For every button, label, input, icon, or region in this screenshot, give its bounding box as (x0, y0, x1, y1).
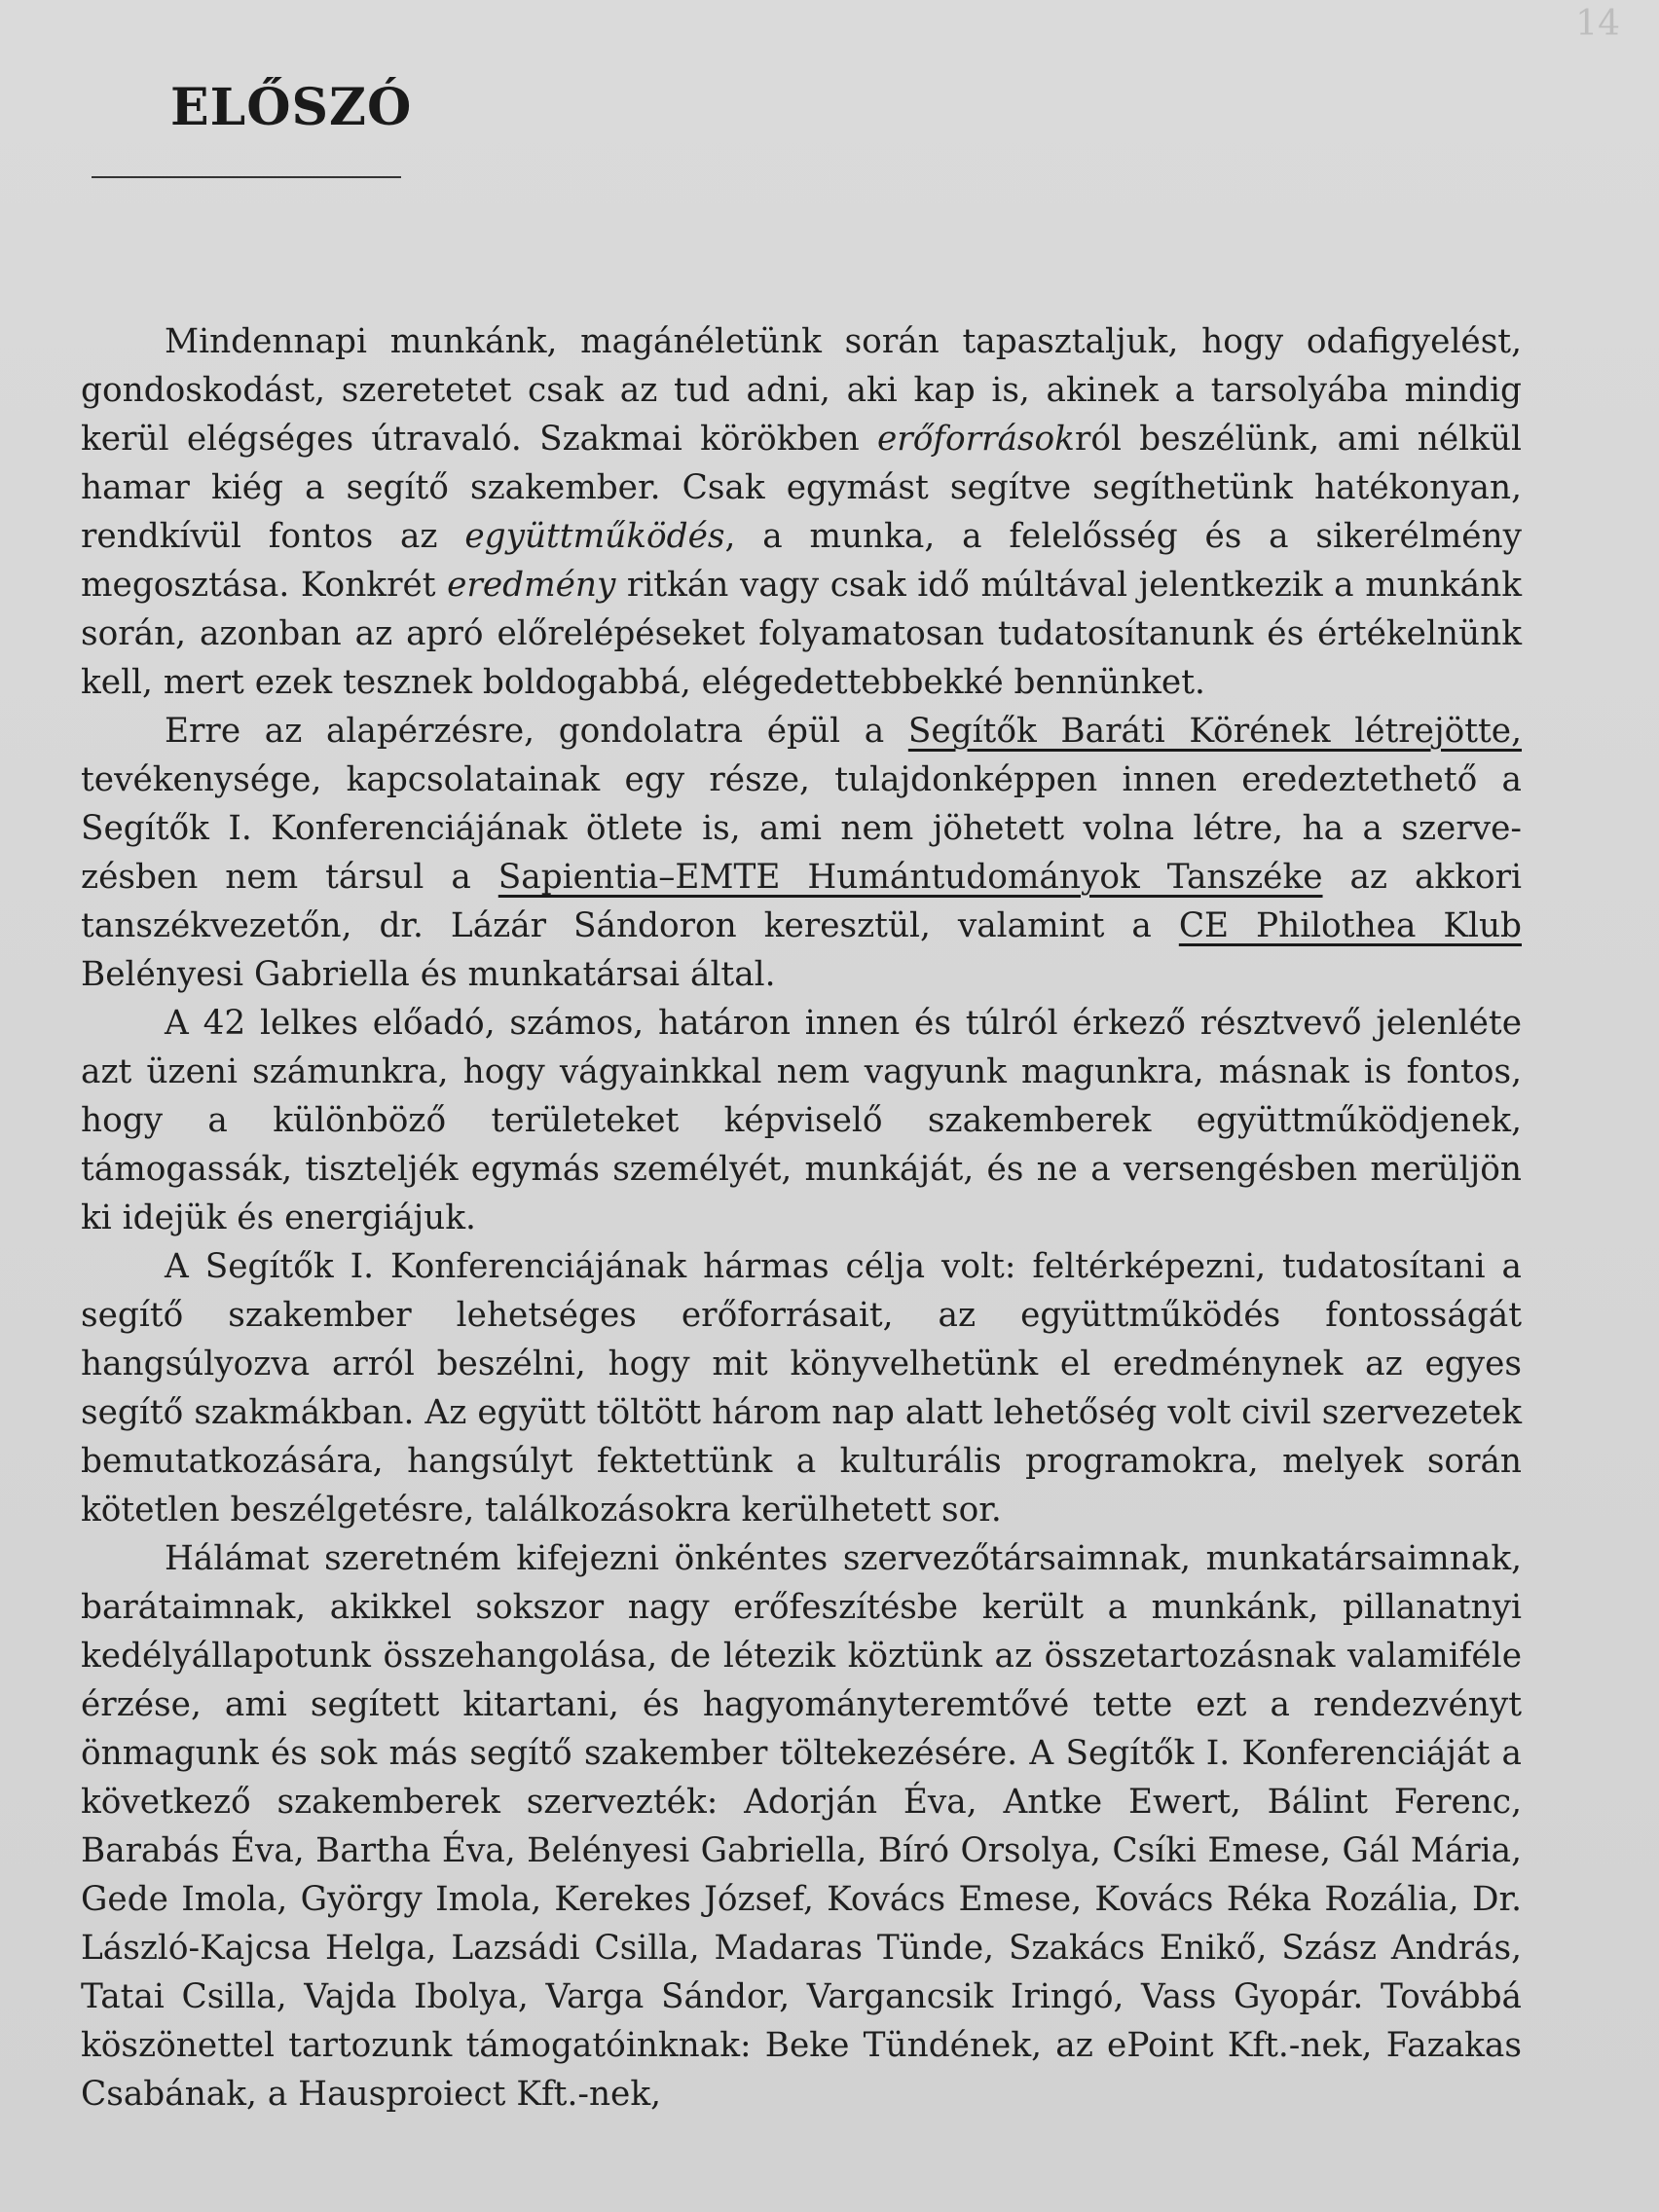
text-run: A 42 lelkes előadó, számos, határon innen és túlról érkező résztvevő jelenléte azt üzeni számunkra, hogy vágyainkkal nem vagyunk magunkra, másnak is fontos, hogy a különböző területeket képviselő szakemberek együttműködjenek, támogassák, tiszteljék egymás személyét, munkáját, és ne a versengésben merüljön ki idejük és energiájuk. (81, 1004, 1522, 1237)
paragraph (81, 1534, 1522, 2119)
page-title: ELŐSZÓ (170, 78, 413, 137)
underlined-phrase: Sapientia–EMTE Humántudományok Tanszéke (498, 858, 1323, 897)
underlined-phrase: CE Philothea Klub (1178, 906, 1522, 945)
italic-term: eredmény (447, 566, 616, 605)
title-rule (92, 176, 401, 178)
paragraph (81, 317, 1522, 707)
italic-term: együttműködés (464, 517, 725, 556)
text-run: az akkori tanszékvezetőn, dr. Lázár Sándoron keresztül, valamint a (81, 858, 1522, 945)
text-run: Hálámat szeretném kifejezni önkéntes szervezőtársaimnak, munkatársaimnak, barátaimnak, akikkel sokszor nagy erőfeszítésbe került a munkánk, pillanatnyi kedélyállapotunk összehangolása, de létezik köztünk az összetartozásnak valamiféle érzése, ami segített kitartani, és hagyományteremtővé tette ezt a rendezvényt önmagunk és sok más segítő szakember töltekezésére. A Segítők I. Konferenciáját a következő szakemberek szervezték: Adorján Éva, Antke Ewert, Bálint Ferenc, Barabás Éva, Bartha Éva, Belényesi Gabriella, Bíró Orsolya, Csíki Emese, Gál Mária, Gede Imola, György Imola, Kerekes József, Kovács Emese, Kovács Réka Rozália, Dr. László-Kajcsa Helga, Lazsádi Csilla, Madaras Tünde, Szakács Enikő, Szász András, Tatai Csilla, Vajda Ibolya, Varga Sándor, Vargancsik Iringó, Vass Gyopár. Továbbá köszönettel tartozunk támogatóinknak: Beke Tündének, az ePoint Kft.-nek, Fazakas Csabának, a Hausproiect Kft.-nek, (81, 1539, 1522, 2114)
paragraph (81, 1242, 1522, 1534)
body-text (81, 317, 1522, 2119)
paragraph (81, 999, 1522, 1242)
text-run: Mindennapi munkánk, magánéletünk során tapasztaljuk, hogy odafigyelést, gondoskodást, szeretetet csak az tud adni, aki kap is, akinek a tarsolyába mindig kerül elégséges útravaló. Szakmai körökben (81, 322, 1522, 459)
text-run: Erre az alapérzésre, gondolatra épül a (165, 712, 908, 751)
underlined-phrase: Segítők Baráti Körének létrejötte, (907, 712, 1523, 751)
text-run: ról beszélünk, ami nélkül hamar kiég a segítő szakember. Csak egymást segítve segíthetünk hatékonyan, rendkívül fontos az (81, 420, 1522, 556)
paragraph (81, 707, 1522, 999)
text-run: , a munka, a felelősség és a sikerélmény megosztása. Konkrét (81, 517, 1522, 605)
text-run: tevékenysége, kapcsolatainak egy része, tulajdonképpen innen eredeztethető a Segítők I. Konferenciájának ötlete is, ami nem jöhetett volna létre, ha a szervezésben nem társul a (81, 760, 1522, 897)
bleed-through-text: 14 (1575, 4, 1620, 44)
text-run: Belényesi Gabriella és munkatársai által. (81, 955, 776, 994)
text-run: ritkán vagy csak idő múltával jelentkezik a munkánk során, azonban az apró előrelépéseket folyamatosan tudatosítanunk és értékelnünk kell, mert ezek tesznek boldogabbá, elégedettebbekké bennünket. (81, 566, 1522, 702)
italic-term: erőforrások (877, 420, 1075, 459)
text-run: A Segítők I. Konferenciájának hármas célja volt: feltérképezni, tudatosítani a segítő szakember lehetséges erőforrásait, az együttműködés fontosságát hangsúlyozva arról beszélni, hogy mit könyvelhetünk el eredménynek az egyes segítő szakmákban. Az együtt töltött három nap alatt lehetőség volt civil szervezetek bemutatkozására, hangsúlyt fektettünk a kulturális programokra, melyek során kötetlen beszélgetésre, találkozásokra kerülhetett sor. (81, 1247, 1522, 1530)
